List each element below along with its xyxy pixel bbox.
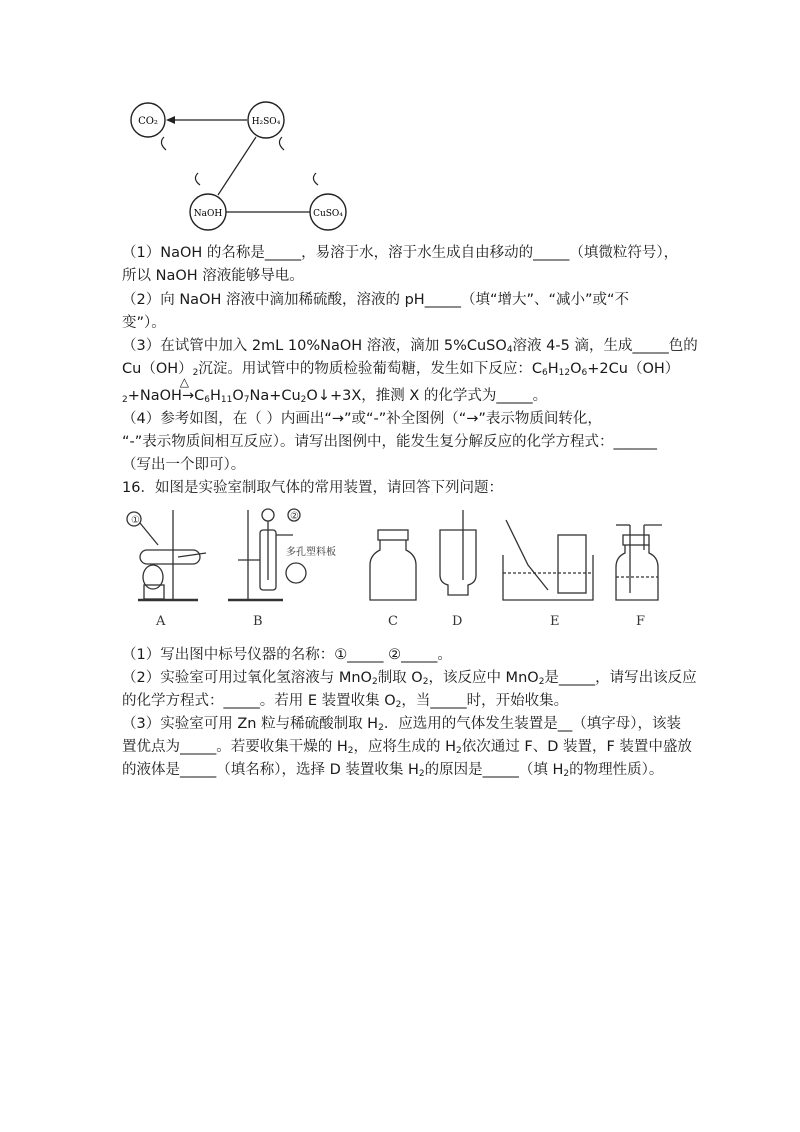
text-segment: ，当_____时，开始收集。	[401, 693, 569, 709]
label-e: E	[550, 614, 560, 629]
label-b: B	[253, 614, 263, 629]
q15-part2-line2: 变”）。	[122, 315, 166, 331]
apparatus-svg	[118, 505, 678, 610]
text-segment: 是_____，请写出该反应	[544, 670, 697, 686]
q15-part4-line1: （4）参考如图，在（ ）内画出“→”或“-”补全图例（“→”表示物质间转化，	[122, 411, 602, 427]
q15-part4-line3: （写出一个即可）。	[122, 457, 246, 473]
q16-part1: （1）写出图中标号仪器的名称：①_____ ②_____。	[122, 647, 452, 663]
subscript: 4	[506, 345, 513, 355]
text-segment: +NaOH	[127, 388, 182, 404]
subscript: 2	[300, 395, 307, 405]
subscript: 6	[204, 395, 210, 405]
text-segment: ，该反应中 MnO	[428, 670, 539, 686]
label-f: F	[636, 614, 646, 629]
text-segment: 的物理性质）。	[569, 762, 664, 778]
subscript: 6	[542, 368, 548, 378]
text-segment: 依次通过 F、D 装置，F 装置中盛放	[461, 739, 692, 755]
apparatus-f	[616, 525, 662, 600]
q15-part1-line1: （1）NaOH 的名称是_____，易溶于水，溶于水生成自由移动的_____（填微粒符号），	[122, 245, 679, 261]
arrow-icon: →	[181, 388, 195, 404]
text-segment: H	[209, 388, 221, 404]
reaction-diagram	[118, 95, 358, 235]
reaction-condition	[127, 375, 189, 404]
text-segment: （3）在试管中加入 2mL 10%NaOH 溶液，滴加 5%CuSO	[122, 338, 507, 354]
apparatus-e	[503, 520, 593, 600]
subscript: 2	[422, 677, 429, 687]
q16-part3-line2	[122, 737, 692, 757]
text-segment: O	[570, 361, 582, 377]
q16-part2-line2	[122, 691, 568, 711]
text-segment: 的原因是_____（填 H	[424, 762, 564, 778]
apparatus-mark-2: ②	[290, 511, 299, 522]
arrow-head	[166, 116, 175, 124]
heat-icon: △	[179, 375, 189, 389]
q15-part3-line2	[122, 359, 679, 379]
bracket-mark	[279, 137, 284, 150]
subscript: 7	[243, 395, 250, 405]
subscript: 2	[192, 368, 199, 378]
text-segment: 的液体是_____（填名称），选择 D 装置收集 H	[122, 762, 419, 778]
q16-part3-line3	[122, 760, 663, 780]
label-d: D	[452, 614, 463, 629]
subscript: 2	[456, 746, 462, 756]
text-segment: （3）实验室可用 Zn 粒与稀硫酸制取 H	[122, 716, 379, 732]
q16-part2-line1	[122, 668, 697, 688]
text-segment: ．应选用的气体发生装置是__（填字母），该装	[383, 716, 682, 732]
text-segment: 制取 O	[377, 670, 423, 686]
bracket-mark	[313, 173, 318, 185]
label-a: A	[156, 614, 166, 629]
text-segment: 溶液 4-5 滴，生成_____色的	[512, 338, 698, 354]
apparatus-figure	[118, 505, 678, 635]
label-c: C	[388, 614, 398, 629]
q16-title: 16．如图是实验室制取气体的常用装置，请回答下列问题：	[122, 480, 503, 496]
subscript: 11	[220, 395, 233, 405]
text-segment: Cu（OH）	[122, 361, 193, 377]
porous-plate-label: 多孔塑料板	[286, 547, 336, 558]
text-segment: 的化学方程式：_____。若用 E 装置收集 O	[122, 693, 396, 709]
bracket-mark	[161, 137, 166, 150]
text-segment: +2Cu（OH）	[587, 361, 680, 377]
h2so4-node-label: H₂SO₄	[251, 117, 281, 127]
text-segment: H	[547, 361, 559, 377]
q15-part3-line1	[122, 336, 698, 356]
naoh-node-label: NaOH	[193, 209, 223, 219]
subscript: 2	[371, 677, 378, 687]
subscript: 2	[418, 769, 425, 779]
bracket-mark	[195, 173, 200, 185]
subscript: 12	[558, 368, 571, 378]
subscript: 6	[581, 368, 588, 378]
co2-node-label: CO₂	[138, 116, 158, 127]
reaction-diagram-svg	[118, 95, 358, 235]
apparatus-d	[440, 510, 476, 595]
subscript: 2	[378, 723, 384, 733]
q15-part2-line1: （2）向 NaOH 溶液中滴加稀硫酸，溶液的 pH_____（填“增大”、“减小”或“不	[122, 292, 630, 308]
q15-part3-line3	[122, 375, 548, 406]
text-segment: 置优点为_____。若要收集干燥的 H	[122, 739, 348, 755]
subscript: 2	[538, 677, 545, 687]
text-segment: 沉淀。用试管中的物质检验葡萄糖，发生如下反应：C	[198, 361, 542, 377]
apparatus-c	[370, 530, 416, 600]
text-segment: （2）实验室可用过氧化氢溶液与 MnO	[122, 670, 372, 686]
subscript: 2	[563, 769, 570, 779]
cuso4-node-label: CuSO₄	[313, 209, 343, 219]
h2so4-naoh-link	[218, 137, 256, 195]
text-segment: O↓+3X，推测 X 的化学式为_____。	[306, 388, 548, 404]
text-segment: ，应将生成的 H	[353, 739, 457, 755]
q15-part4-line2: “-”表示物质间相互反应）。请写出图例中，能发生复分解反应的化学方程式：______	[122, 434, 658, 450]
subscript: 2	[122, 395, 128, 405]
apparatus-mark-1: ①	[131, 515, 140, 526]
q15-part1-line2: 所以 NaOH 溶液能够导电。	[122, 268, 304, 284]
text-segment: O	[232, 388, 244, 404]
text-segment: C	[194, 388, 205, 404]
text-segment: Na+Cu	[249, 388, 301, 404]
subscript: 2	[395, 700, 402, 710]
subscript: 2	[347, 746, 354, 756]
q16-part3-line1	[122, 714, 681, 734]
